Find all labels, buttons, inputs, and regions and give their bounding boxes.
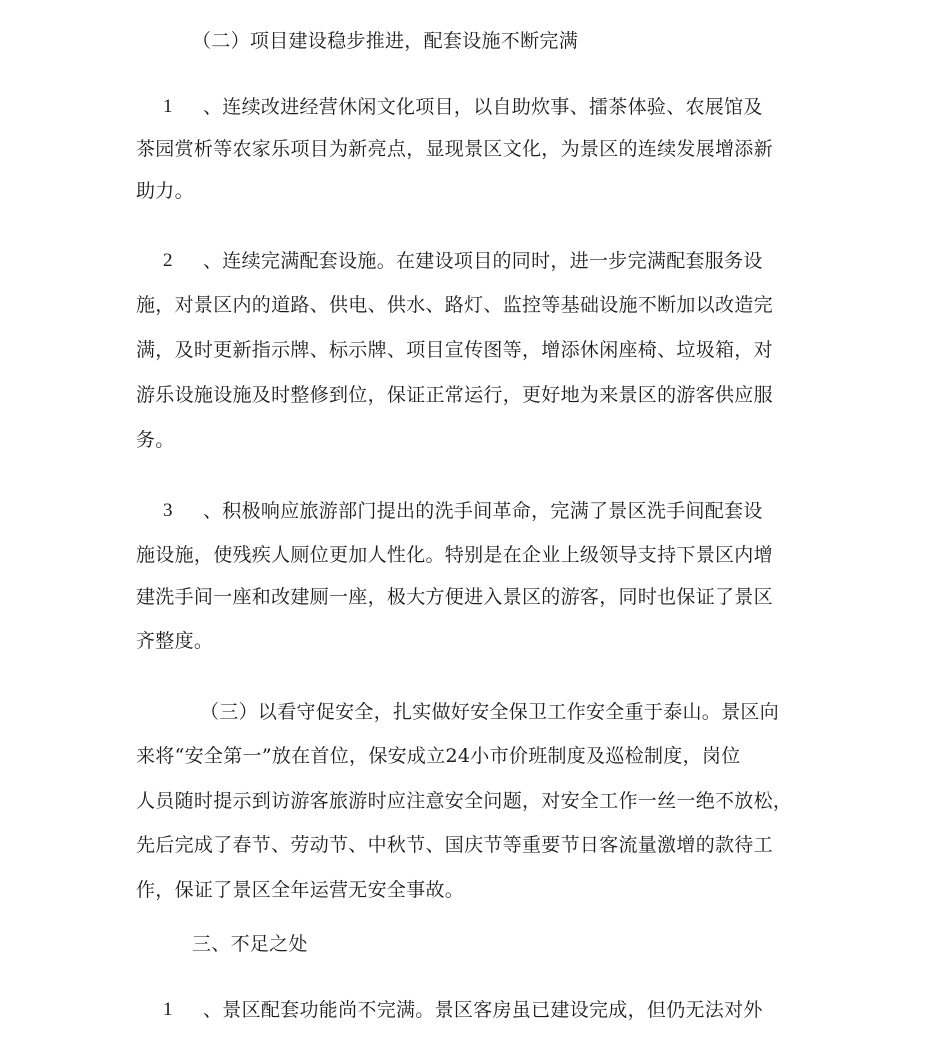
item-number: 1 — [163, 96, 173, 117]
paragraph-line: 作，保证了景区全年运营无安全事故。 — [136, 879, 465, 901]
paragraph-line: 齐整度。 — [136, 630, 214, 652]
paragraph-line: 人员随时提示到访游客旅游时应注意安全问题，对安全工作一丝一绝不放松， — [136, 790, 793, 812]
section-2-heading: （二）项目建设稳步推进，配套设施不断完满 — [192, 30, 579, 52]
paragraph-line: 来将“安全第一”放在首位，保安成立24小市价班制度及巡检制度，岗位 — [136, 745, 741, 767]
paragraph-line: 茶园赏析等农家乐项目为新亮点，显现景区文化，为景区的连续发展增添新 — [136, 138, 773, 160]
paragraph-line: 满，及时更新指示牌、标示牌、项目宣传图等，增添休闲座椅、垃圾箱，对 — [136, 339, 773, 361]
paragraph-line: 、积极响应旅游部门提出的洗手间革命，完满了景区洗手间配套设 — [203, 500, 763, 522]
paragraph-line: 施，对景区内的道路、供电、供水、路灯、监控等基础设施不断加以改造完 — [136, 294, 773, 316]
item-number: 2 — [163, 250, 173, 271]
paragraph-line: 、连续完满配套设施。在建设项目的同时，进一步完满配套服务设 — [203, 250, 763, 272]
paragraph-line: 施设施，使残疾人厕位更加人性化。特别是在企业上级领导支持下景区内增 — [136, 544, 773, 566]
paragraph-line: 助力。 — [136, 180, 194, 202]
paragraph-line: 先后完成了春节、劳动节、中秋节、国庆节等重要节日客流量激增的款待工 — [136, 834, 773, 856]
item-number: 1 — [163, 999, 173, 1020]
paragraph-line: 、景区配套功能尚不完满。景区客房虽已建设完成，但仍无法对外 — [203, 999, 763, 1021]
paragraph-line: 务。 — [136, 429, 175, 451]
paragraph-line: 游乐设施设施及时整修到位，保证正常运行，更好地为来景区的游客供应服 — [136, 384, 773, 406]
paragraph-line: 建洗手间一座和改建厕一座，极大方便进入景区的游客，同时也保证了景区 — [136, 586, 773, 608]
item-number: 3 — [163, 500, 173, 521]
paragraph-line: 、连续改进经营休闲文化项目，以自助炊事、擂茶体验、农展馆及 — [203, 96, 763, 118]
section-3-paragraph-start: （三）以看守促安全，扎实做好安全保卫工作安全重于泰山。景区向 — [200, 701, 780, 723]
part-3-heading: 三、不足之处 — [192, 933, 308, 955]
